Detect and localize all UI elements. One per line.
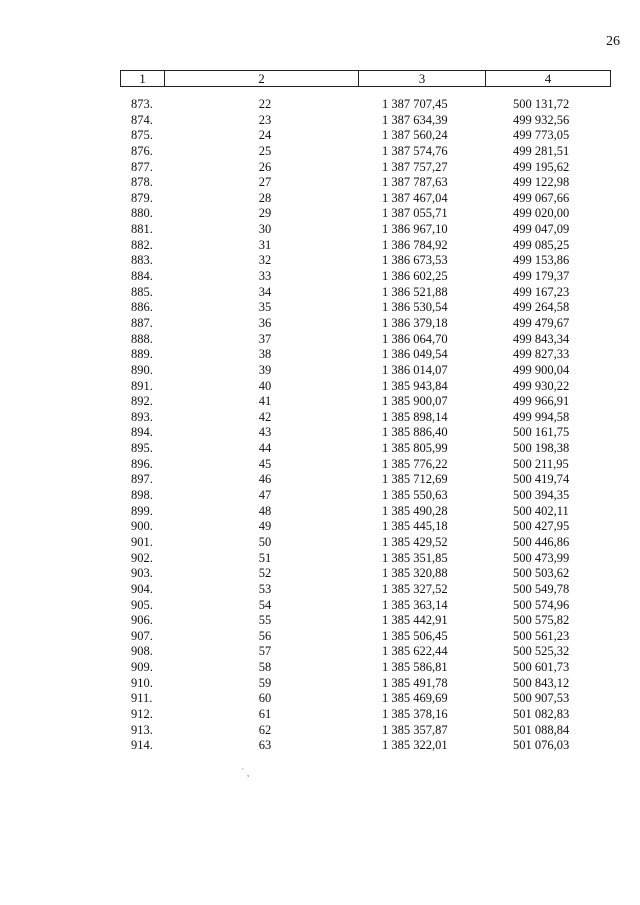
row-number: 898.	[131, 488, 153, 503]
table-row	[120, 222, 611, 238]
table-header	[120, 70, 611, 87]
row-number: 874.	[131, 112, 153, 127]
row-number: 905.	[131, 597, 153, 612]
table-row	[120, 738, 611, 754]
coordinates-table-body	[120, 97, 611, 754]
row-number: 899.	[131, 503, 153, 518]
table-row	[120, 598, 611, 614]
coordinate-x: 1 385 712,69	[382, 472, 448, 487]
table-row	[120, 113, 611, 129]
coordinate-y: 499 067,66	[513, 190, 570, 205]
table-row	[120, 160, 611, 176]
coordinate-x: 1 386 014,07	[382, 362, 448, 377]
row-number: 893.	[131, 409, 153, 424]
coordinate-y: 500 549,78	[513, 581, 570, 596]
table-row	[120, 519, 611, 535]
table-row	[120, 535, 611, 551]
coordinate-x: 1 385 506,45	[382, 628, 448, 643]
row-number: 914.	[131, 738, 153, 753]
coordinate-y: 499 195,62	[513, 159, 570, 174]
header-col-3: 3	[358, 71, 485, 86]
coordinate-y: 500 575,82	[513, 613, 570, 628]
row-number: 913.	[131, 722, 153, 737]
coordinate-x: 1 385 886,40	[382, 425, 448, 440]
coordinate-x: 1 386 967,10	[382, 222, 448, 237]
table-row	[120, 566, 611, 582]
table-row	[120, 206, 611, 222]
coordinate-y: 500 473,99	[513, 550, 570, 565]
coordinate-x: 1 385 320,88	[382, 566, 448, 581]
coordinate-x: 1 387 787,63	[382, 175, 448, 190]
coordinate-y: 499 047,09	[513, 222, 570, 237]
coordinate-x: 1 385 586,81	[382, 660, 448, 675]
point-number: 34	[258, 284, 272, 299]
row-number: 903.	[131, 566, 153, 581]
coordinate-y: 499 827,33	[513, 347, 570, 362]
coordinate-y: 500 561,23	[513, 628, 570, 643]
row-number: 907.	[131, 628, 153, 643]
coordinate-y: 499 773,05	[513, 128, 570, 143]
table-row	[120, 441, 611, 457]
coordinate-x: 1 385 490,28	[382, 503, 448, 518]
coordinate-y: 500 402,11	[513, 503, 569, 518]
row-number: 877.	[131, 159, 153, 174]
point-number: 52	[258, 566, 272, 581]
point-number: 24	[258, 128, 272, 143]
point-number: 23	[258, 112, 272, 127]
table-row	[120, 394, 611, 410]
coordinate-x: 1 385 351,85	[382, 550, 448, 565]
coordinate-x: 1 387 634,39	[382, 112, 448, 127]
coordinate-x: 1 385 322,01	[382, 738, 448, 753]
row-number: 895.	[131, 441, 153, 456]
row-number: 882.	[131, 237, 153, 252]
coordinate-y: 499 994,58	[513, 409, 570, 424]
point-number: 48	[258, 503, 272, 518]
table-row	[120, 175, 611, 191]
table-row	[120, 347, 611, 363]
row-number: 892.	[131, 394, 153, 409]
point-number: 35	[258, 300, 272, 315]
point-number: 22	[258, 97, 272, 111]
point-number: 39	[258, 362, 272, 377]
coordinate-x: 1 386 530,54	[382, 300, 448, 315]
table-row	[120, 363, 611, 379]
row-number: 887.	[131, 315, 153, 330]
coordinate-y: 499 932,56	[513, 112, 570, 127]
scan-artifact: ` ,	[241, 768, 250, 779]
coordinate-y: 499 122,98	[513, 175, 570, 190]
coordinate-y: 500 574,96	[513, 597, 570, 612]
coordinate-x: 1 385 805,99	[382, 441, 448, 456]
point-number: 60	[258, 691, 272, 706]
row-number: 897.	[131, 472, 153, 487]
coordinate-x: 1 385 491,78	[382, 675, 448, 690]
table-row	[120, 644, 611, 660]
point-number: 59	[258, 675, 272, 690]
coordinate-y: 500 525,32	[513, 644, 570, 659]
table-row	[120, 191, 611, 207]
table-row	[120, 410, 611, 426]
point-number: 55	[258, 613, 272, 628]
row-number: 886.	[131, 300, 153, 315]
table-row	[120, 504, 611, 520]
header-col-1: 1	[139, 71, 146, 86]
point-number: 54	[258, 597, 272, 612]
point-number: 49	[258, 519, 272, 534]
coordinate-y: 500 446,86	[513, 534, 570, 549]
row-number: 876.	[131, 143, 153, 158]
coordinate-y: 499 930,22	[513, 378, 570, 393]
coordinate-x: 1 387 707,45	[382, 97, 448, 111]
table-row	[120, 269, 611, 285]
coordinate-x: 1 385 429,52	[382, 534, 448, 549]
coordinate-y: 499 020,00	[513, 206, 570, 221]
point-number: 30	[258, 222, 272, 237]
coordinate-x: 1 386 049,54	[382, 347, 448, 362]
coordinate-y: 501 076,03	[513, 738, 570, 753]
coordinate-y: 499 966,91	[513, 394, 570, 409]
coordinate-x: 1 385 898,14	[382, 409, 448, 424]
coordinate-y: 499 843,34	[513, 331, 570, 346]
row-number: 901.	[131, 534, 153, 549]
point-number: 45	[258, 456, 272, 471]
coordinate-x: 1 386 784,92	[382, 237, 448, 252]
point-number: 61	[258, 706, 272, 721]
point-number: 50	[258, 534, 272, 549]
point-number: 43	[258, 425, 272, 440]
table-row	[120, 379, 611, 395]
coordinate-y: 499 900,04	[513, 362, 570, 377]
row-number: 890.	[131, 362, 153, 377]
table-row	[120, 676, 611, 692]
coordinate-x: 1 385 327,52	[382, 581, 448, 596]
coordinate-x: 1 385 445,18	[382, 519, 448, 534]
coordinate-y: 501 082,83	[513, 706, 570, 721]
row-number: 885.	[131, 284, 153, 299]
point-number: 56	[258, 628, 272, 643]
point-number: 42	[258, 409, 272, 424]
row-number: 881.	[131, 222, 153, 237]
coordinate-y: 500 601,73	[513, 660, 570, 675]
point-number: 28	[258, 190, 272, 205]
table-row	[120, 128, 611, 144]
point-number: 44	[258, 441, 272, 456]
coordinate-y: 500 427,95	[513, 519, 570, 534]
coordinate-x: 1 385 776,22	[382, 456, 448, 471]
row-number: 904.	[131, 581, 153, 596]
row-number: 875.	[131, 128, 153, 143]
row-number: 908.	[131, 644, 153, 659]
row-number: 873.	[131, 97, 153, 111]
coordinate-x: 1 387 574,76	[382, 143, 448, 158]
coordinate-x: 1 386 602,25	[382, 269, 448, 284]
table-row	[120, 613, 611, 629]
point-number: 40	[258, 378, 272, 393]
table-row	[120, 457, 611, 473]
table-row	[120, 551, 611, 567]
coordinate-y: 499 153,86	[513, 253, 570, 268]
row-number: 906.	[131, 613, 153, 628]
point-number: 47	[258, 488, 272, 503]
point-number: 33	[258, 269, 272, 284]
header-col-2: 2	[164, 71, 358, 86]
table-row	[120, 144, 611, 160]
coordinate-x: 1 385 469,69	[382, 691, 448, 706]
row-number: 912.	[131, 706, 153, 721]
table-row	[120, 472, 611, 488]
row-number: 902.	[131, 550, 153, 565]
header-col-4: 4	[485, 71, 610, 86]
coordinate-x: 1 386 673,53	[382, 253, 448, 268]
coordinate-x: 1 385 363,14	[382, 597, 448, 612]
coordinate-x: 1 387 467,04	[382, 190, 448, 205]
row-number: 883.	[131, 253, 153, 268]
coordinate-x: 1 385 943,84	[382, 378, 448, 393]
table-row	[120, 253, 611, 269]
coordinate-y: 500 211,95	[513, 456, 569, 471]
table-row	[120, 285, 611, 301]
table-row	[120, 300, 611, 316]
row-number: 888.	[131, 331, 153, 346]
row-number: 909.	[131, 660, 153, 675]
table-row	[120, 238, 611, 254]
coordinate-x: 1 385 378,16	[382, 706, 448, 721]
point-number: 37	[258, 331, 272, 346]
coordinate-x: 1 385 900,07	[382, 394, 448, 409]
coordinate-y: 500 131,72	[513, 97, 570, 111]
table-row	[120, 629, 611, 645]
coordinate-x: 1 387 757,27	[382, 159, 448, 174]
coordinate-y: 499 264,58	[513, 300, 570, 315]
coordinate-x: 1 387 560,24	[382, 128, 448, 143]
point-number: 58	[258, 660, 272, 675]
point-number: 31	[258, 237, 272, 252]
row-number: 884.	[131, 269, 153, 284]
point-number: 62	[258, 722, 272, 737]
row-number: 878.	[131, 175, 153, 190]
coordinate-y: 500 198,38	[513, 441, 570, 456]
row-number: 880.	[131, 206, 153, 221]
point-number: 63	[258, 738, 272, 753]
table-row	[120, 488, 611, 504]
row-number: 894.	[131, 425, 153, 440]
coordinate-x: 1 385 442,91	[382, 613, 448, 628]
coordinate-y: 500 843,12	[513, 675, 570, 690]
coordinate-y: 499 479,67	[513, 315, 570, 330]
point-number: 36	[258, 315, 272, 330]
point-number: 38	[258, 347, 272, 362]
table-row	[120, 316, 611, 332]
table-row	[120, 660, 611, 676]
table-row	[120, 332, 611, 348]
row-number: 879.	[131, 190, 153, 205]
coordinate-x: 1 385 357,87	[382, 722, 448, 737]
coordinate-x: 1 385 622,44	[382, 644, 448, 659]
point-number: 53	[258, 581, 272, 596]
row-number: 889.	[131, 347, 153, 362]
point-number: 27	[258, 175, 272, 190]
coordinate-y: 500 161,75	[513, 425, 570, 440]
coordinate-y: 500 907,53	[513, 691, 570, 706]
table-row	[120, 707, 611, 723]
point-number: 26	[258, 159, 272, 174]
table-row	[120, 425, 611, 441]
coordinate-x: 1 386 521,88	[382, 284, 448, 299]
page-number: 26	[606, 34, 620, 49]
coordinate-y: 500 419,74	[513, 472, 570, 487]
coordinate-y: 500 394,35	[513, 488, 570, 503]
row-number: 910.	[131, 675, 153, 690]
row-number: 911.	[131, 691, 153, 706]
point-number: 25	[258, 143, 272, 158]
row-number: 891.	[131, 378, 153, 393]
point-number: 51	[258, 550, 272, 565]
table-row	[120, 723, 611, 739]
coordinate-x: 1 387 055,71	[382, 206, 448, 221]
point-number: 46	[258, 472, 272, 487]
coordinate-y: 499 281,51	[513, 143, 570, 158]
table-row	[120, 691, 611, 707]
point-number: 57	[258, 644, 272, 659]
point-number: 32	[258, 253, 272, 268]
coordinate-y: 499 167,23	[513, 284, 570, 299]
coordinate-x: 1 386 064,70	[382, 331, 448, 346]
point-number: 29	[258, 206, 272, 221]
coordinate-y: 499 085,25	[513, 237, 570, 252]
coordinate-x: 1 385 550,63	[382, 488, 448, 503]
row-number: 896.	[131, 456, 153, 471]
row-number: 900.	[131, 519, 153, 534]
table-row	[120, 97, 611, 113]
point-number: 41	[258, 394, 272, 409]
coordinate-y: 500 503,62	[513, 566, 570, 581]
coordinate-y: 499 179,37	[513, 269, 570, 284]
coordinate-y: 501 088,84	[513, 722, 570, 737]
coordinate-x: 1 386 379,18	[382, 315, 448, 330]
table-row	[120, 582, 611, 598]
